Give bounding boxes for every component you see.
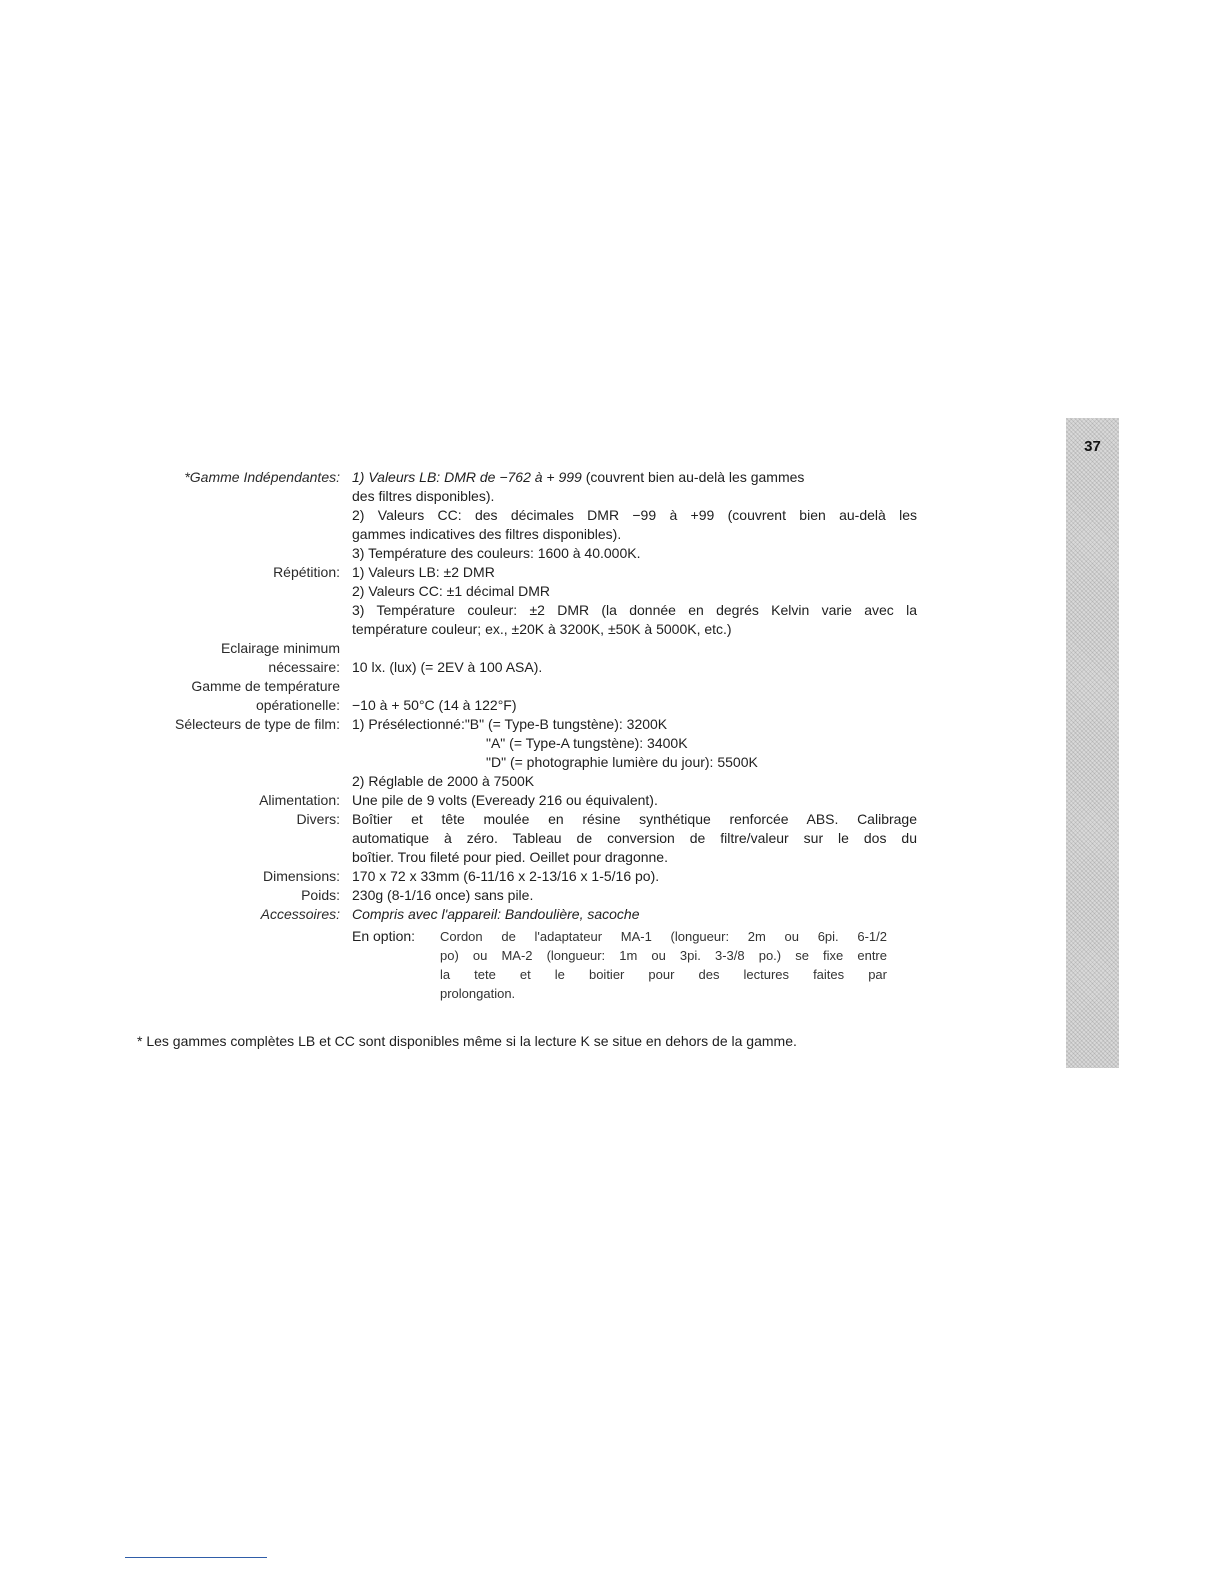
spec-value-alimentation: Une pile de 9 volts (Eveready 216 ou équivalent). (352, 792, 658, 808)
spec-label-temperature-2: opérationelle: (255, 697, 340, 713)
page-number-tab (1066, 418, 1119, 1068)
spec-accessoires-option-label: En option: (352, 928, 416, 944)
footnote: * Les gammes complètes LB et CC sont disponibles même si la lecture K se situe en dehors de la gamme. (137, 1033, 797, 1049)
spec-row-eclairage (0, 639, 1060, 658)
spec-accessoires-option-line4: prolongation. (440, 986, 516, 1001)
spec-label-temperature-1: Gamme de température (191, 678, 340, 694)
spec-value-selecteurs-line1: 1) Présélectionné:"B" (= Type-B tungstène): 3200K (352, 716, 668, 732)
spec-row-repetition (0, 563, 1060, 582)
spec-row-accessoires (0, 905, 1060, 924)
spec-label-poids: Poids: (301, 887, 340, 903)
spec-label-accessoires: Accessoires: (260, 906, 340, 922)
spec-label-repetition: Répétition: (273, 564, 340, 580)
spec-row-gamme (0, 468, 1060, 487)
spec-value-gamme-lb-note: (couvrent bien au-delà les gammes (581, 469, 805, 485)
spec-value-gamme-line5: 3) Température des couleurs: 1600 à 40.000K. (352, 545, 641, 561)
spec-label-gamme: *Gamme Indépendantes: (184, 469, 340, 485)
spec-label-alimentation: Alimentation: (259, 792, 340, 808)
spec-value-repetition-line1: 1) Valeurs LB: ±2 DMR (352, 564, 495, 580)
spec-value-gamme-line2: des filtres disponibles). (352, 488, 495, 504)
spec-value-selecteurs-line4: 2) Réglable de 2000 à 7500K (352, 773, 535, 789)
spec-row-dimensions (0, 867, 1060, 886)
spec-row-selecteurs (0, 715, 1060, 734)
spec-label-selecteurs: Sélecteurs de type de film: (175, 716, 340, 732)
page-number: 37 (1084, 438, 1101, 455)
bottom-rule (125, 1557, 267, 1558)
spec-row-temperature (0, 677, 1060, 696)
spec-row-divers (0, 810, 1060, 829)
spec-label-divers: Divers: (296, 811, 340, 827)
spec-value-divers-line3: boîtier. Trou fileté pour pied. Oeillet pour dragonne. (352, 849, 668, 865)
spec-value-selecteurs-line2: "A" (= Type-A tungstène): 3400K (486, 735, 688, 751)
spec-row-poids (0, 886, 1060, 905)
spec-label-eclairage-2: nécessaire: (268, 659, 340, 675)
spec-value-dimensions: 170 x 72 x 33mm (6-11/16 x 2-13/16 x 1-5/16 po). (352, 868, 660, 884)
spec-value-accessoires: Compris avec l'appareil: Bandoulière, sacoche (352, 906, 640, 922)
spec-accessoires-option-line3: la tete et le boitier pour des lectures faites par (440, 967, 887, 982)
spec-accessoires-option-line2: po) ou MA-2 (longueur: 1m ou 3pi. 3-3/8 po.) se fixe entre (440, 948, 887, 963)
spec-value-divers-line2: automatique à zéro. Tableau de conversion de filtre/valeur sur le dos du (352, 830, 917, 846)
spec-value-temperature: −10 à + 50°C (14 à 122°F) (352, 697, 517, 713)
spec-value-repetition-line2: 2) Valeurs CC: ±1 décimal DMR (352, 583, 551, 599)
spec-value-gamme-line3: 2) Valeurs CC: des décimales DMR −99 à +99 (couvrent bien au-delà les (352, 507, 917, 523)
spec-value-repetition-line4: température couleur; ex., ±20K à 3200K, ±50K à 5000K, etc.) (352, 621, 732, 637)
spec-value-eclairage: 10 lx. (lux) (= 2EV à 100 ASA). (352, 659, 543, 675)
spec-row-alimentation (0, 791, 1060, 810)
spec-label-dimensions: Dimensions: (262, 868, 340, 884)
spec-value-repetition-line3: 3) Température couleur: ±2 DMR (la donnée en degrés Kelvin varie avec la (352, 602, 917, 618)
spec-value-selecteurs-line3: "D" (= photographie lumière du jour): 5500K (486, 754, 758, 770)
spec-value-gamme-line4: gammes indicatives des filtres disponibles). (352, 526, 622, 542)
spec-value-divers-line1: Boîtier et tête moulée en résine synthétique renforcée ABS. Calibrage (352, 811, 917, 827)
specifications-block (0, 468, 1060, 1003)
spec-value-poids: 230g (8-1/16 once) sans pile. (352, 887, 534, 903)
spec-label-eclairage-1: Eclairage minimum (220, 640, 340, 656)
spec-value-gamme-lb: 1) Valeurs LB: DMR de −762 à + 999 (352, 469, 582, 485)
spec-accessoires-option-line1: Cordon de l'adaptateur MA-1 (longueur: 2m ou 6pi. 6-1/2 (440, 929, 887, 944)
